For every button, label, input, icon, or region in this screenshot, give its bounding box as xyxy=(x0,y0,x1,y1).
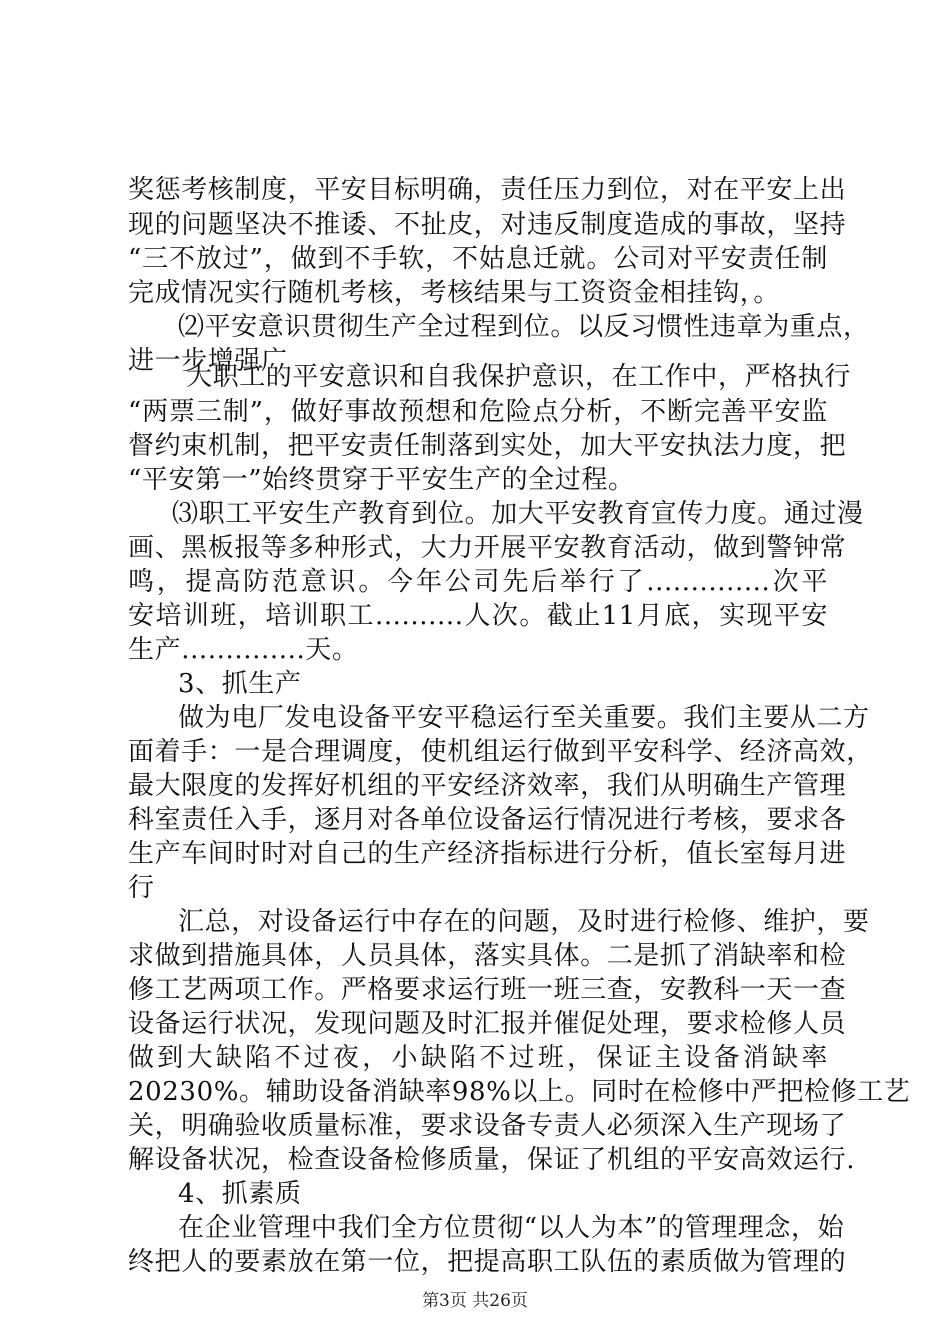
text-line: 现的问题坚决不推诿、不扯皮，对违反制度造成的事故，坚持 xyxy=(128,210,847,240)
text-line: 安培训班，培训职工..........人次。截止11月底，实现平安 xyxy=(128,601,828,631)
page-number-footer: 第3页 共26页 xyxy=(422,1291,528,1311)
text-line: ⑵平安意识贯彻生产全过程到位。以反习惯性违章为重点， xyxy=(178,312,870,342)
text-line: “三不放过”，做到不手软，不姑息迁就。公司对平安责任制 xyxy=(128,244,828,274)
text-line: 做到大缺陷不过夜，小缺陷不过班，保证主设备消缺率 xyxy=(128,1043,828,1073)
text-line: 终把人的要素放在第一位，把提高职工队伍的素质做为管理的 xyxy=(128,1247,847,1277)
text-line: 20230%。辅助设备消缺率98%以上。同时在检修中严把检修工艺 xyxy=(128,1077,911,1107)
text-line: 面着手：一是合理调度，使机组运行做到平安科学、经济高效， xyxy=(128,737,873,767)
section-heading: 4、抓素质 xyxy=(178,1179,302,1209)
text-line: 画、黑板报等多种形式，大力开展平安教育活动，做到警钟常 xyxy=(128,533,847,563)
text-line: 奖惩考核制度，平安目标明确，责任压力到位，对在平安上出 xyxy=(128,175,847,205)
text-line: 做为电厂发电设备平安平稳运行至关重要。我们主要从二方 xyxy=(178,703,870,733)
text-line: “平安第一”始终贯穿于平安生产的全过程。 xyxy=(128,465,635,495)
text-line: 完成情况实行随机考核，考核结果与工资资金相挂钩，。 xyxy=(128,278,781,308)
text-line: 汇总，对设备运行中存在的问题，及时进行检修、维护，要 xyxy=(178,907,870,937)
text-line: 鸣，提高防范意识。今年公司先后举行了..............次平 xyxy=(128,567,828,597)
text-line: 在企业管理中我们全方位贯彻“以人为本”的管理理念，始 xyxy=(178,1213,845,1243)
text-line: “两票三制”，做好事故预想和危险点分析，不断完善平安监 xyxy=(128,397,828,427)
text-line: 生产车间时时对自己的生产经济指标进行分析，值长室每月进 xyxy=(128,839,847,869)
text-line: 生产..............天。 xyxy=(128,635,359,665)
section-heading: 3、抓生产 xyxy=(178,669,302,699)
text-line: 科室责任入手，逐月对各单位设备运行情况进行考核，要求各 xyxy=(128,805,847,835)
text-line: ⑶职工平安生产教育到位。加大平安教育宣传力度。通过漫 xyxy=(172,499,864,529)
text-line: 修工艺两项工作。严格要求运行班一班三查，安教科一天一查 xyxy=(128,975,847,1005)
text-line: 求做到措施具体，人员具体，落实具体。二是抓了消缺率和检 xyxy=(128,941,847,971)
text-line: 最大限度的发挥好机组的平安经济效率，我们从明确生产管理 xyxy=(128,771,847,801)
text-line: 关，明确验收质量标准，要求设备专责人必须深入生产现场了 xyxy=(128,1111,847,1141)
text-line: 督约束机制，把平安责任制落到实处，加大平安执法力度，把 xyxy=(128,431,847,461)
text-line: 解设备状况，检查设备检修质量，保证了机组的平安高效运行. xyxy=(128,1145,856,1175)
text-line: 进一步增强广 xyxy=(128,346,288,376)
text-line: 大职工的平安意识和自我保护意识，在工作中，严格执行 xyxy=(186,362,852,392)
text-line: 行 xyxy=(128,873,155,903)
text-line: 设备运行状况，发现问题及时汇报并催促处理，要求检修人员 xyxy=(128,1009,847,1039)
